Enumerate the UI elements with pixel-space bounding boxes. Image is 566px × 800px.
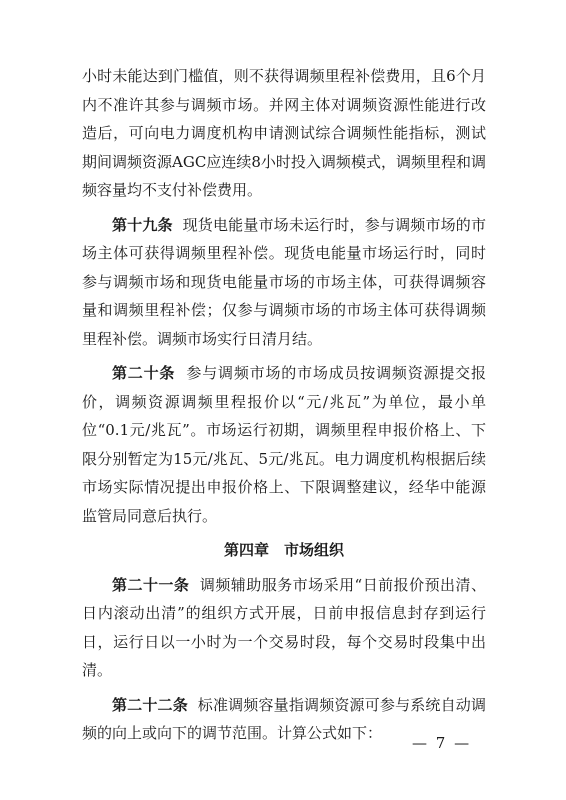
page-number: — 7 — <box>412 734 472 752</box>
article-21-text: 调频辅助服务市场采用“日前报价预出清、日内滚动出清”的组织方式开展，日前申报信息封存到运行日，运行日以一小时为一个交易时段，每个交易时段集中出清。 <box>82 575 486 679</box>
article-19 <box>82 211 486 354</box>
article-19-number: 第十九条 <box>112 215 173 234</box>
chapter-heading <box>82 536 486 565</box>
article-21-number: 第二十一条 <box>112 575 190 594</box>
document-body <box>82 62 486 748</box>
article-22-number: 第二十二条 <box>112 695 188 714</box>
article-20-number: 第二十条 <box>112 364 176 382</box>
chapter-title: 市场组织 <box>284 541 345 559</box>
article-20 <box>82 359 486 530</box>
article-22-text: 标准调频容量指调频资源可参与系统自动调频的向上或向下的调节范围。计算公式如下： <box>82 695 486 742</box>
chapter-number: 第四章 <box>223 541 269 559</box>
article-20-text: 参与调频市场的市场成员按调频资源提交报价，调频资源调频里程报价以“元/兆瓦”为单位，最小单位“0.1元/兆瓦”。市场运行初期，调频里程申报价格上、下限分别暂定为15元/兆瓦、5元/兆瓦。电力调度机构根据后续市场实际情况提出申报价格上、下限调整建议，经华中能源监管局同意后执行。 <box>82 364 486 525</box>
paragraph-continuation: 小时未能达到门槛值，则不获得调频里程补偿费用，且6个月内不准许其参与调频市场。并网主体对调频资源性能进行改造后，可向电力调度机构申请测试综合调频性能指标，测试期间调频资源AGC应连续8小时投入调频模式，调频里程和调频容量均不支付补偿费用。 <box>82 67 486 199</box>
article-19-text: 现货电能量市场未运行时，参与调频市场的市场主体可获得调频里程补偿。现货电能量市场运行时，同时参与调频市场和现货电能量市场的市场主体，可获得调频容量和调频里程补偿；仅参与调频市场的市场主体可获得调频里程补偿。调频市场实行日清月结。 <box>82 215 486 348</box>
article-21 <box>82 571 486 685</box>
